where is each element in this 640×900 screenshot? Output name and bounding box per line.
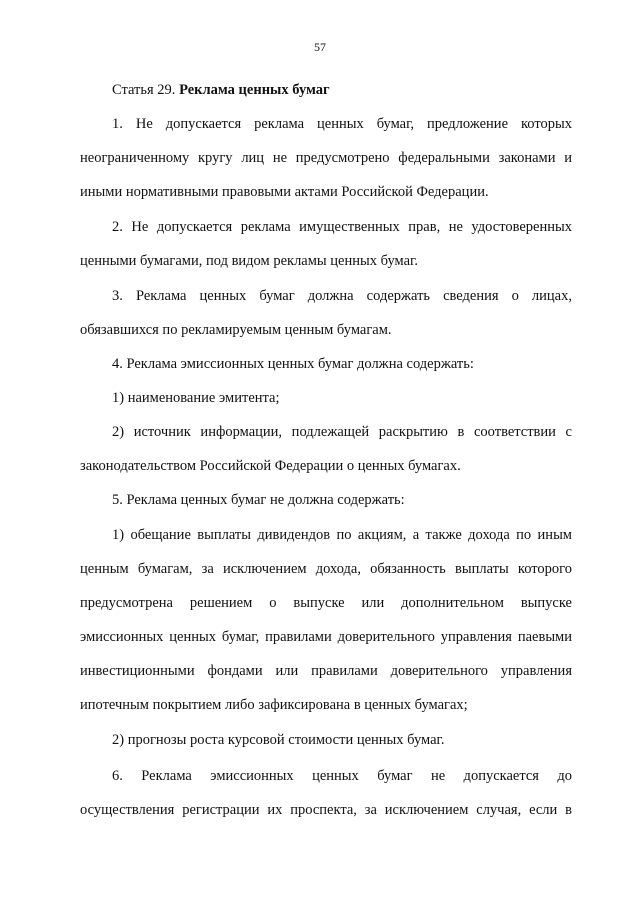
paragraph-line: предусмотрена решением о выпуске или дополнительном выпуске xyxy=(80,595,572,611)
paragraph-line: иными нормативными правовыми актами Российской Федерации. xyxy=(80,184,489,200)
paragraph-line: 5. Реклама ценных бумаг не должна содержать: xyxy=(112,492,405,508)
paragraph-line: 2. Не допускается реклама имущественных прав, не удостоверенных xyxy=(112,219,572,235)
paragraph-line: 6. Реклама эмиссионных ценных бумаг не допускается до xyxy=(112,768,572,784)
paragraph-line: ипотечным покрытием либо зафиксирована в ценных бумагах; xyxy=(80,697,468,713)
page-number: 57 xyxy=(314,40,326,54)
paragraph-line: 2) прогнозы роста курсовой стоимости ценных бумаг. xyxy=(112,732,445,748)
paragraph-line: ценными бумагами, под видом рекламы ценных бумаг. xyxy=(80,253,418,269)
paragraph-line: 4. Реклама эмиссионных ценных бумаг должна содержать: xyxy=(112,356,474,372)
paragraph-line: 1) обещание выплаты дивидендов по акциям, а также дохода по иным xyxy=(112,527,572,543)
paragraph-line: ценным бумагам, за исключением дохода, обязанность выплаты которого xyxy=(80,561,572,577)
paragraph-line: законодательством Российской Федерации о ценных бумагах. xyxy=(80,458,461,474)
article-heading xyxy=(112,82,330,99)
paragraph-line: 2) источник информации, подлежащей раскрытию в соответствии с xyxy=(112,424,572,440)
paragraph-line: осуществления регистрации их проспекта, за исключением случая, если в xyxy=(80,802,572,818)
paragraph-line: эмиссионных ценных бумаг, правилами доверительного управления паевыми xyxy=(80,629,572,645)
paragraph-line: неограниченному кругу лиц не предусмотрено федеральными законами и xyxy=(80,150,572,166)
paragraph-line: 1) наименование эмитента; xyxy=(112,390,280,406)
paragraph-line: 1. Не допускается реклама ценных бумаг, предложение которых xyxy=(112,116,572,132)
article-label: Статья 29. xyxy=(112,82,176,98)
paragraph-line: обязавшихся по рекламируемым ценным бумагам. xyxy=(80,322,392,338)
paragraph-line: инвестиционными фондами или правилами доверительного управления xyxy=(80,663,572,679)
paragraph-line: 3. Реклама ценных бумаг должна содержать сведения о лицах, xyxy=(112,288,572,304)
article-title: Реклама ценных бумаг xyxy=(179,82,330,98)
